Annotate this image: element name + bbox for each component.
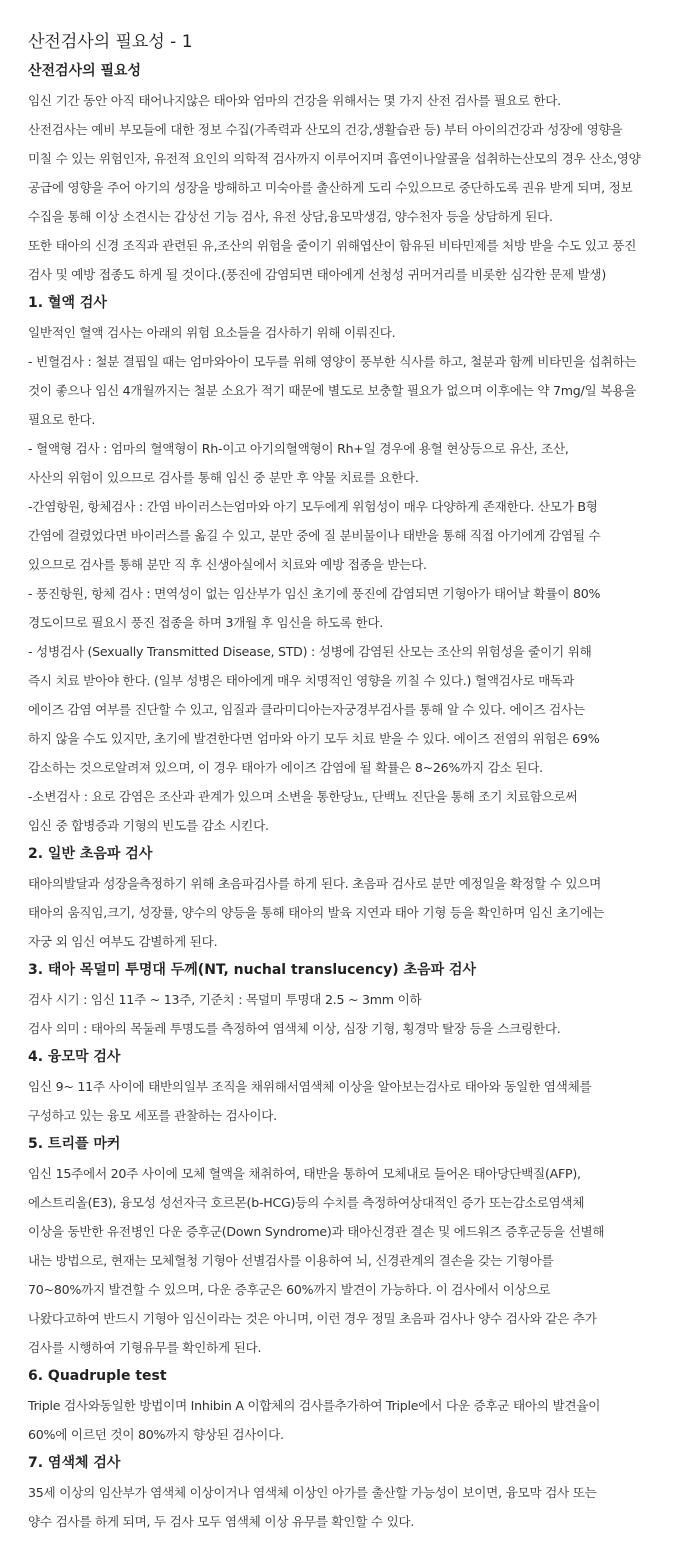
section-body-line: - 풍진항원, 항체 검사 : 면역성이 없는 임산부가 임신 초기에 풍진에 감염되면 기형아가 태어날 확률이 80% [28,586,601,601]
intro-line: 산전검사는 예비 부모들에 대한 정보 수집(가족력과 산모의 건강,생활습관 등) 부터 아이의건강과 성장에 영향을 [28,122,623,137]
section-body-line: 것이 좋으나 임신 4개월까지는 철분 소요가 적기 때문에 별도로 보충할 필요가 없으며 이후에는 약 7mg/일 복용을 [28,383,636,398]
section-body-line: 에이즈 감염 여부를 진단할 수 있고, 임질과 클라미디아는자궁경부검사를 통해 알 수 있다. 에이즈 검사는 [28,702,585,717]
section-body-line: 일반적인 혈액 검사는 아래의 위험 요소들을 검사하기 위해 이뤄진다. [28,325,396,340]
section-body-line: - 빈혈검사 : 철분 결핍일 때는 엄마와아이 모두를 위해 영양이 풍부한 식사를 하고, 철분과 함께 비타민을 섭취하는 [28,354,637,369]
page-title: 산전검사의 필요성 - 1 [28,32,193,52]
section-body-line: 70~80%까지 발견할 수 있으며, 다운 증후군은 60%까지 발견이 가능하다. 이 검사에서 이상으로 [28,1282,551,1297]
section-body-line: 즉시 치료 받아야 한다. (일부 성병은 태아에게 매우 치명적인 영향을 끼칠 수 있다.) 혈액검사로 매독과 [28,673,574,688]
section-body-line: 나왔다고하여 반드시 기형아 임신이라는 것은 아니며, 이런 경우 정밀 초음파 검사나 양수 검사와 같은 추가 [28,1311,597,1326]
section-body-line: 이상을 동반한 유전병인 다운 증후군(Down Syndrome)과 태아신경관 결손 및 에드워즈 증후군등을 선별해 [28,1224,605,1239]
section-heading: 3. 태아 목덜미 투명대 두께(NT, nuchal translucency) 초음파 검사 [28,962,477,978]
sections-container [28,289,667,1536]
section [28,1043,667,1130]
section-body-line: 태아의발달과 성장을측정하기 위해 초음파검사를 하게 된다. 초음파 검사로 분만 예정일을 확정할 수 있으며 [28,876,602,891]
section-body-line: 임신 15주에서 20주 사이에 모체 혈액을 채취하여, 태반을 통하여 모체내로 들어온 태아당단백질(AFP), [28,1166,581,1181]
section-body-line: 간염에 걸렸었다면 바이러스를 옮길 수 있고, 분만 중에 질 분비물이나 태반을 통해 직접 아기에게 감염될 수 [28,528,601,543]
section-body-line: 필요로 한다. [28,412,96,427]
section-heading: 5. 트리플 마커 [28,1136,121,1152]
intro-line: 공급에 영향을 주어 아기의 성장을 방해하고 미숙아를 출산하게 도리 수있으므로 중단하도록 권유 받게 되며, 정보 [28,180,633,195]
section-body-line: -간염항원, 항체검사 : 간염 바이러스는엄마와 아기 모두에게 위험성이 매우 다양하게 존재한다. 산모가 B형 [28,499,598,514]
section-body-line: 구성하고 있는 융모 세포를 관찰하는 검사이다. [28,1108,277,1123]
section-heading: 2. 일반 초음파 검사 [28,846,153,862]
section-body-line: 35세 이상의 임산부가 염색체 이상이거나 염색체 이상인 아가를 출산할 가능성이 보이면, 융모막 검사 또는 [28,1485,597,1500]
section-body-line: 검사 시기 : 임신 11주 ~ 13주, 기준치 : 목덜미 투명대 2.5 ~ 3mm 이하 [28,992,422,1007]
page-subtitle: 산전검사의 필요성 [28,63,142,79]
section-body-line: 하지 않을 수도 있지만, 초기에 발견한다면 엄마와 아기 모두 치료 받을 수 있다. 에이즈 전염의 위험은 69% [28,731,600,746]
section-body-line: 검사 의미 : 태아의 목둘레 투명도를 측정하여 염색체 이상, 심장 기형, 횡경막 탈장 등을 스크링한다. [28,1021,561,1036]
section-heading: 6. Quadruple test [28,1368,167,1384]
section-heading: 7. 염색체 검사 [28,1455,121,1471]
section [28,289,667,840]
section-body-line: 60%에 이르던 것이 80%까지 향상된 검사이다. [28,1427,284,1442]
intro-line: 임신 기간 동안 아직 태어나지않은 태아와 엄마의 건강을 위해서는 몇 가지 산전 검사를 필요로 한다. [28,93,561,108]
section [28,840,667,956]
section-body-line: 있으므로 검사를 통해 분만 직 후 신생아실에서 치료와 예방 접종을 받는다. [28,557,427,572]
section-body-line: -소변검사 : 요로 감염은 조산과 관계가 있으며 소변을 통한당뇨, 단백뇨 진단을 통해 조기 치료함으로써 [28,789,578,804]
intro-line: 미칠 수 있는 위험인자, 유전적 요인의 의학적 검사까지 이루어지며 흡연이나알콜을 섭취하는산모의 경우 산소,영양 [28,151,641,166]
section-heading: 1. 혈액 검사 [28,295,107,311]
section-body-line: - 성병검사 (Sexually Transmitted Disease, STD) : 성병에 감염된 산모는 조산의 위험성을 줄이기 위해 [28,644,592,659]
intro-line: 또한 태아의 신경 조직과 관련된 유,조산의 위험을 줄이기 위해엽산이 함유된 비타민제를 처방 받을 수도 있고 풍진 [28,238,637,253]
section [28,1130,667,1362]
section-body-line: 검사를 시행하여 기형유무를 확인하게 된다. [28,1340,262,1355]
section-body-line: 임신 중 합병증과 기형의 빈도를 감소 시킨다. [28,818,269,833]
section-heading: 4. 융모막 검사 [28,1049,121,1065]
section-body-line: 감소하는 것으로알려져 있으며, 이 경우 태아가 에이즈 감염에 될 확률은 8~26%까지 감소 된다. [28,760,543,775]
section-body-line: 에스트리올(E3), 융모성 성선자극 호르몬(b-HCG)등의 수치를 측정하여상대적인 증가 또는감소로염색체 [28,1195,585,1210]
section-body-line: 태아의 움직임,크기, 성장률, 양수의 양등을 통해 태아의 발육 지연과 태아 기형 등을 확인하며 임신 초기에는 [28,905,605,920]
section-body-line: 양수 검사를 하게 되며, 두 검사 모두 염색체 이상 유무를 확인할 수 있다. [28,1514,415,1529]
section-body-line: Triple 검사와동일한 방법이며 Inhibin A 이합체의 검사를추가하여 Triple에서 다운 증후군 태아의 발견율이 [28,1398,601,1413]
intro-paragraph [28,86,667,289]
section-body-line: 경도이므로 필요시 풍진 접종을 하며 3개월 후 임신을 하도록 한다. [28,615,384,630]
section [28,1362,667,1449]
section-body-line: 내는 방법으로, 현재는 모체혈청 기형아 선별검사를 이용하여 뇌, 신경관계의 결손을 갖는 기형아를 [28,1253,554,1268]
intro-line: 수집을 통해 이상 소견시는 갑상선 기능 검사, 유전 상담,융모막생검, 양수천자 등을 상담하게 된다. [28,209,553,224]
section [28,956,667,1043]
section-body-line: 임신 9~ 11주 사이에 태반의일부 조직을 채위해서염색체 이상을 알아보는검사로 태아와 동일한 염색체를 [28,1079,592,1094]
intro-line: 검사 및 예방 접종도 하게 될 것이다.(풍진에 감염되면 태아에게 선청성 귀머거리를 비롯한 심각한 문제 발생) [28,267,606,282]
section [28,1449,667,1536]
section-body-line: - 혈액형 검사 : 엄마의 혈액형이 Rh-이고 아기의혈액형이 Rh+일 경우에 용혈 현상등으로 유산, 조산, [28,441,569,456]
section-body-line: 자궁 외 임신 여부도 감별하게 된다. [28,934,218,949]
section-body-line: 사산의 위험이 있으므로 검사를 통해 임신 중 분만 후 약물 치료를 요한다. [28,470,419,485]
